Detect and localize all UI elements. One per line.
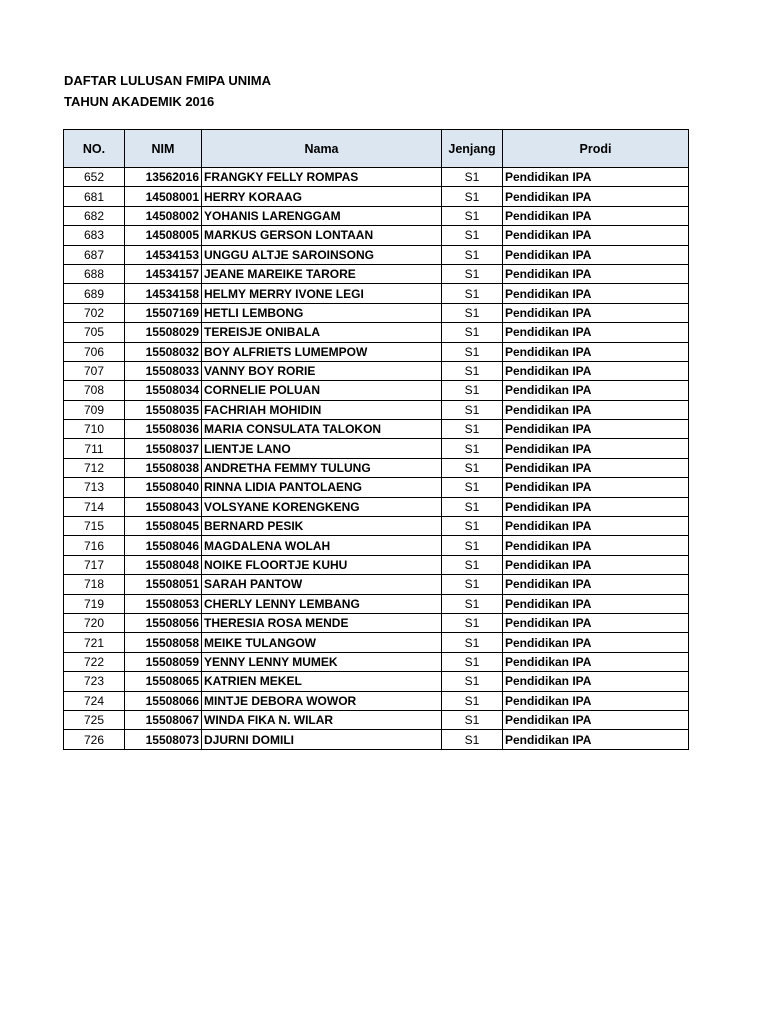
- cell-no: 708: [64, 381, 125, 400]
- cell-nim: 15508032: [125, 342, 202, 361]
- cell-jenjang: S1: [442, 400, 503, 419]
- table-row: [64, 303, 689, 322]
- cell-jenjang: S1: [442, 226, 503, 245]
- cell-nama: MINTJE DEBORA WOWOR: [202, 691, 442, 710]
- table-row: [64, 245, 689, 264]
- document-title: DAFTAR LULUSAN FMIPA UNIMA: [64, 73, 272, 88]
- cell-jenjang: S1: [442, 342, 503, 361]
- table-row: [64, 517, 689, 536]
- cell-prodi: Pendidikan IPA: [503, 594, 689, 613]
- cell-jenjang: S1: [442, 439, 503, 458]
- cell-prodi: Pendidikan IPA: [503, 303, 689, 322]
- cell-nama: BOY ALFRIETS LUMEMPOW: [202, 342, 442, 361]
- cell-nim: 14508001: [125, 187, 202, 206]
- cell-nim: 15508040: [125, 478, 202, 497]
- cell-jenjang: S1: [442, 633, 503, 652]
- cell-nim: 15508066: [125, 691, 202, 710]
- header-no: NO.: [64, 130, 125, 168]
- cell-nama: VOLSYANE KORENGKENG: [202, 497, 442, 516]
- cell-nama: HERRY KORAAG: [202, 187, 442, 206]
- cell-nama: BERNARD PESIK: [202, 517, 442, 536]
- cell-jenjang: S1: [442, 245, 503, 264]
- document-title-block: [64, 70, 271, 112]
- cell-no: 712: [64, 458, 125, 477]
- cell-no: 718: [64, 575, 125, 594]
- cell-nama: YENNY LENNY MUMEK: [202, 652, 442, 671]
- table-row: [64, 264, 689, 283]
- header-jenjang: Jenjang: [442, 130, 503, 168]
- table-row: [64, 497, 689, 516]
- cell-nim: 15508067: [125, 710, 202, 729]
- cell-no: 723: [64, 672, 125, 691]
- cell-no: 725: [64, 710, 125, 729]
- cell-jenjang: S1: [442, 206, 503, 225]
- cell-jenjang: S1: [442, 691, 503, 710]
- cell-nim: 15508045: [125, 517, 202, 536]
- cell-jenjang: S1: [442, 458, 503, 477]
- table-row: [64, 458, 689, 477]
- cell-no: 681: [64, 187, 125, 206]
- cell-jenjang: S1: [442, 536, 503, 555]
- cell-no: 716: [64, 536, 125, 555]
- table-header: [64, 130, 689, 168]
- header-prodi: Prodi: [503, 130, 689, 168]
- cell-prodi: Pendidikan IPA: [503, 730, 689, 749]
- cell-nama: MAGDALENA WOLAH: [202, 536, 442, 555]
- cell-nim: 15508038: [125, 458, 202, 477]
- cell-no: 722: [64, 652, 125, 671]
- cell-nim: 15508056: [125, 613, 202, 632]
- table-row: [64, 730, 689, 749]
- cell-prodi: Pendidikan IPA: [503, 168, 689, 187]
- header-nim: NIM: [125, 130, 202, 168]
- table-row: [64, 206, 689, 225]
- cell-nim: 14534157: [125, 264, 202, 283]
- table-row: [64, 633, 689, 652]
- cell-prodi: Pendidikan IPA: [503, 652, 689, 671]
- cell-no: 689: [64, 284, 125, 303]
- cell-no: 721: [64, 633, 125, 652]
- cell-jenjang: S1: [442, 264, 503, 283]
- cell-nama: TEREISJE ONIBALA: [202, 323, 442, 342]
- academic-year-subtitle: TAHUN AKADEMIK 2016: [64, 94, 215, 109]
- cell-nama: HELMY MERRY IVONE LEGI: [202, 284, 442, 303]
- table-row: [64, 691, 689, 710]
- cell-prodi: Pendidikan IPA: [503, 672, 689, 691]
- cell-jenjang: S1: [442, 652, 503, 671]
- cell-prodi: Pendidikan IPA: [503, 187, 689, 206]
- cell-nim: 15508035: [125, 400, 202, 419]
- cell-no: 715: [64, 517, 125, 536]
- cell-nim: 14508005: [125, 226, 202, 245]
- cell-nama: FACHRIAH MOHIDIN: [202, 400, 442, 419]
- table-row: [64, 710, 689, 729]
- cell-jenjang: S1: [442, 323, 503, 342]
- table-row: [64, 594, 689, 613]
- table-row: [64, 323, 689, 342]
- cell-prodi: Pendidikan IPA: [503, 517, 689, 536]
- cell-nama: HETLI LEMBONG: [202, 303, 442, 322]
- cell-nim: 15508034: [125, 381, 202, 400]
- cell-prodi: Pendidikan IPA: [503, 400, 689, 419]
- cell-no: 726: [64, 730, 125, 749]
- cell-no: 713: [64, 478, 125, 497]
- cell-no: 705: [64, 323, 125, 342]
- table-row: [64, 672, 689, 691]
- header-row: [64, 130, 689, 168]
- cell-nim: 15508037: [125, 439, 202, 458]
- cell-jenjang: S1: [442, 381, 503, 400]
- cell-nim: 15508053: [125, 594, 202, 613]
- cell-nama: LIENTJE LANO: [202, 439, 442, 458]
- cell-nim: 13562016: [125, 168, 202, 187]
- cell-prodi: Pendidikan IPA: [503, 245, 689, 264]
- table-row: [64, 284, 689, 303]
- table-row: [64, 536, 689, 555]
- cell-prodi: Pendidikan IPA: [503, 361, 689, 380]
- cell-jenjang: S1: [442, 575, 503, 594]
- cell-jenjang: S1: [442, 517, 503, 536]
- cell-prodi: Pendidikan IPA: [503, 420, 689, 439]
- table-row: [64, 400, 689, 419]
- cell-jenjang: S1: [442, 168, 503, 187]
- cell-nim: 15508073: [125, 730, 202, 749]
- cell-prodi: Pendidikan IPA: [503, 284, 689, 303]
- cell-nama: MARKUS GERSON LONTAAN: [202, 226, 442, 245]
- cell-jenjang: S1: [442, 284, 503, 303]
- cell-jenjang: S1: [442, 497, 503, 516]
- cell-nama: SARAH PANTOW: [202, 575, 442, 594]
- table-row: [64, 342, 689, 361]
- cell-jenjang: S1: [442, 361, 503, 380]
- cell-nama: DJURNI DOMILI: [202, 730, 442, 749]
- table-row: [64, 575, 689, 594]
- table-body: [64, 168, 689, 750]
- cell-no: 711: [64, 439, 125, 458]
- cell-prodi: Pendidikan IPA: [503, 575, 689, 594]
- cell-nim: 15508046: [125, 536, 202, 555]
- cell-nim: 14534153: [125, 245, 202, 264]
- cell-no: 717: [64, 555, 125, 574]
- cell-prodi: Pendidikan IPA: [503, 710, 689, 729]
- cell-nim: 15507169: [125, 303, 202, 322]
- cell-nim: 15508033: [125, 361, 202, 380]
- cell-nama: UNGGU ALTJE SAROINSONG: [202, 245, 442, 264]
- cell-nama: WINDA FIKA N. WILAR: [202, 710, 442, 729]
- cell-jenjang: S1: [442, 187, 503, 206]
- cell-no: 719: [64, 594, 125, 613]
- cell-no: 724: [64, 691, 125, 710]
- cell-nim: 14508002: [125, 206, 202, 225]
- cell-jenjang: S1: [442, 594, 503, 613]
- cell-nim: 14534158: [125, 284, 202, 303]
- cell-nama: KATRIEN MEKEL: [202, 672, 442, 691]
- cell-prodi: Pendidikan IPA: [503, 264, 689, 283]
- cell-prodi: Pendidikan IPA: [503, 691, 689, 710]
- cell-jenjang: S1: [442, 420, 503, 439]
- cell-no: 720: [64, 613, 125, 632]
- cell-prodi: Pendidikan IPA: [503, 458, 689, 477]
- cell-nama: THERESIA ROSA MENDE: [202, 613, 442, 632]
- cell-prodi: Pendidikan IPA: [503, 323, 689, 342]
- cell-nama: CHERLY LENNY LEMBANG: [202, 594, 442, 613]
- table-row: [64, 420, 689, 439]
- cell-nim: 15508048: [125, 555, 202, 574]
- cell-no: 709: [64, 400, 125, 419]
- cell-nim: 15508051: [125, 575, 202, 594]
- table-row: [64, 226, 689, 245]
- cell-prodi: Pendidikan IPA: [503, 633, 689, 652]
- cell-prodi: Pendidikan IPA: [503, 555, 689, 574]
- cell-nama: JEANE MAREIKE TARORE: [202, 264, 442, 283]
- cell-no: 702: [64, 303, 125, 322]
- table-row: [64, 613, 689, 632]
- cell-nim: 15508065: [125, 672, 202, 691]
- cell-nama: MEIKE TULANGOW: [202, 633, 442, 652]
- cell-jenjang: S1: [442, 478, 503, 497]
- cell-nama: VANNY BOY RORIE: [202, 361, 442, 380]
- cell-nim: 15508029: [125, 323, 202, 342]
- cell-no: 683: [64, 226, 125, 245]
- table-row: [64, 555, 689, 574]
- cell-nama: YOHANIS LARENGGAM: [202, 206, 442, 225]
- cell-prodi: Pendidikan IPA: [503, 536, 689, 555]
- cell-jenjang: S1: [442, 672, 503, 691]
- cell-no: 682: [64, 206, 125, 225]
- cell-no: 652: [64, 168, 125, 187]
- cell-nim: 15508058: [125, 633, 202, 652]
- cell-no: 707: [64, 361, 125, 380]
- table-row: [64, 168, 689, 187]
- cell-prodi: Pendidikan IPA: [503, 478, 689, 497]
- cell-nama: MARIA CONSULATA TALOKON: [202, 420, 442, 439]
- cell-nim: 15508059: [125, 652, 202, 671]
- graduates-table: [63, 129, 689, 750]
- cell-nama: CORNELIE POLUAN: [202, 381, 442, 400]
- cell-jenjang: S1: [442, 303, 503, 322]
- cell-prodi: Pendidikan IPA: [503, 497, 689, 516]
- cell-no: 710: [64, 420, 125, 439]
- table-row: [64, 187, 689, 206]
- cell-nama: RINNA LIDIA PANTOLAENG: [202, 478, 442, 497]
- cell-jenjang: S1: [442, 710, 503, 729]
- table-row: [64, 478, 689, 497]
- cell-jenjang: S1: [442, 730, 503, 749]
- cell-prodi: Pendidikan IPA: [503, 206, 689, 225]
- cell-jenjang: S1: [442, 613, 503, 632]
- table-row: [64, 381, 689, 400]
- cell-no: 688: [64, 264, 125, 283]
- header-nama: Nama: [202, 130, 442, 168]
- cell-nama: ANDRETHA FEMMY TULUNG: [202, 458, 442, 477]
- table-row: [64, 361, 689, 380]
- cell-nama: FRANGKY FELLY ROMPAS: [202, 168, 442, 187]
- cell-nama: NOIKE FLOORTJE KUHU: [202, 555, 442, 574]
- cell-no: 687: [64, 245, 125, 264]
- cell-prodi: Pendidikan IPA: [503, 381, 689, 400]
- cell-prodi: Pendidikan IPA: [503, 613, 689, 632]
- table-row: [64, 439, 689, 458]
- table-row: [64, 652, 689, 671]
- cell-prodi: Pendidikan IPA: [503, 342, 689, 361]
- cell-nim: 15508036: [125, 420, 202, 439]
- cell-jenjang: S1: [442, 555, 503, 574]
- cell-no: 706: [64, 342, 125, 361]
- cell-nim: 15508043: [125, 497, 202, 516]
- cell-no: 714: [64, 497, 125, 516]
- cell-prodi: Pendidikan IPA: [503, 439, 689, 458]
- cell-prodi: Pendidikan IPA: [503, 226, 689, 245]
